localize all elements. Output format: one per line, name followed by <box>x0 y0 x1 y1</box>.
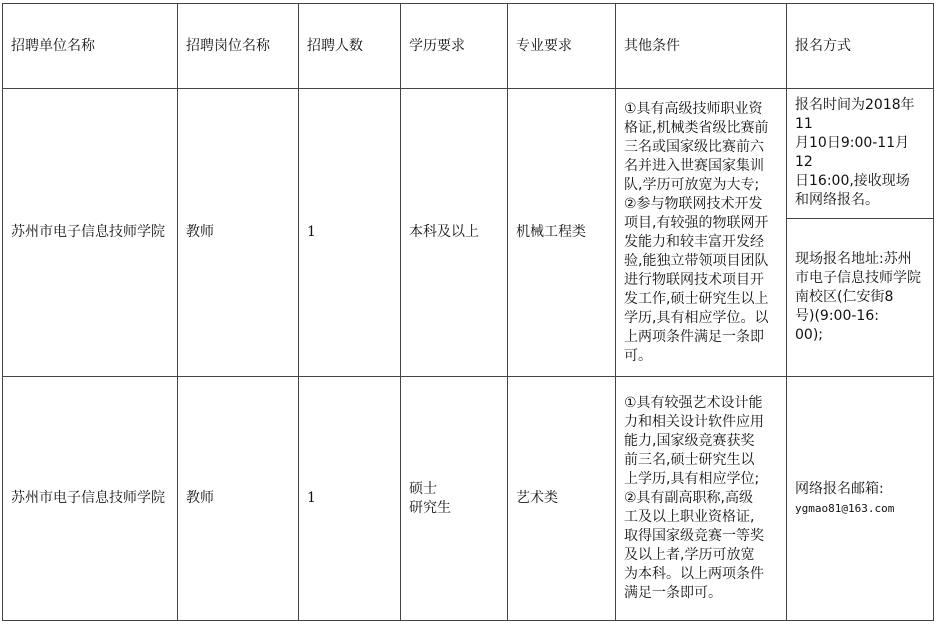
condition-line: ①具有高级技师职业资 <box>624 100 763 117</box>
condition-line: 学历,具有相应学位。以 <box>624 309 769 326</box>
education-line: 硕士 <box>409 480 437 497</box>
condition-line: 上学历,具有相应学位; <box>624 471 760 487</box>
condition-line: 发能力和较丰富开发经 <box>624 233 764 250</box>
condition-line: 为本科。以上两项条件 <box>624 566 764 582</box>
table-row <box>3 377 934 621</box>
registration-site-line: 市电子信息技师学院 <box>795 269 921 286</box>
email-address: ygmao81@163.com <box>795 501 895 515</box>
condition-line: 队,学历可放宽为大专; <box>624 176 760 193</box>
conditions-cell <box>616 89 787 377</box>
condition-line: 前三名,硕士研究生以 <box>624 452 755 468</box>
condition-line: 发工作,硕士研究生以上 <box>624 290 769 307</box>
condition-line: 取得国家级竞赛一等奖 <box>624 528 764 544</box>
registration-site-line: 南校区(仁安街8 <box>795 288 894 305</box>
condition-line: ②具有副高职称,高级 <box>624 490 754 506</box>
registration-time-line: 日16:00,接收现场 <box>795 173 910 190</box>
header-registration: 报名方式 <box>787 4 934 89</box>
condition-line: 可。 <box>624 347 652 364</box>
count-cell: 1 <box>299 89 401 377</box>
condition-line: 三名或国家级比赛前六 <box>624 138 764 155</box>
header-major: 专业要求 <box>508 4 616 89</box>
header-row <box>3 4 934 89</box>
condition-line: 格证,机械类省级比赛前 <box>624 119 769 136</box>
condition-line: 力和相关设计软件应用 <box>624 414 764 430</box>
header-education: 学历要求 <box>401 4 508 89</box>
position-cell: 教师 <box>178 89 299 377</box>
registration-site-line: 现场报名地址:苏州 <box>795 250 912 267</box>
condition-line: ②参与物联网技术开发 <box>624 195 763 212</box>
registration-time-line: 月10日9:00-11月12 <box>795 135 910 171</box>
header-count: 招聘人数 <box>299 4 401 89</box>
education-cell: 本科及以上 <box>401 89 508 377</box>
header-position: 招聘岗位名称 <box>178 4 299 89</box>
registration-email-cell <box>787 377 934 621</box>
table-row <box>3 89 934 219</box>
condition-line: 项目,有较强的物联网开 <box>624 214 769 231</box>
major-cell: 艺术类 <box>508 377 616 621</box>
registration-site-line: 00); <box>795 326 823 343</box>
condition-line: 满足一条即可。 <box>624 585 722 601</box>
condition-line: 进行物联网技术项目开 <box>624 271 764 288</box>
registration-site-line: 号)(9:00-16: <box>795 307 879 324</box>
condition-line: 验,能独立带领项目团队 <box>624 252 769 269</box>
unit-cell: 苏州市电子信息技师学院 <box>3 89 178 377</box>
condition-line: ①具有较强艺术设计能 <box>624 395 763 411</box>
condition-line: 能力,国家级竞赛获奖 <box>624 433 755 449</box>
condition-line: 及以上者,学历可放宽 <box>624 547 755 563</box>
email-label: 网络报名邮箱: <box>795 480 884 497</box>
condition-line: 上两项条件满足一条即 <box>624 328 764 345</box>
registration-site-cell <box>787 218 934 376</box>
unit-cell: 苏州市电子信息技师学院 <box>3 377 178 621</box>
header-unit: 招聘单位名称 <box>3 4 178 89</box>
education-cell <box>401 377 508 621</box>
count-cell: 1 <box>299 377 401 621</box>
condition-line: 工及以上职业资格证, <box>624 509 755 525</box>
registration-time-line: 报名时间为2018年11 <box>795 97 915 133</box>
header-conditions: 其他条件 <box>616 4 787 89</box>
registration-time-line: 和网络报名。 <box>795 192 879 209</box>
major-cell: 机械工程类 <box>508 89 616 377</box>
education-line: 研究生 <box>409 499 451 516</box>
condition-line: 名并进入世赛国家集训 <box>624 157 764 174</box>
registration-time-cell <box>787 89 934 219</box>
conditions-cell <box>616 377 787 621</box>
recruitment-table <box>2 3 934 621</box>
position-cell: 教师 <box>178 377 299 621</box>
